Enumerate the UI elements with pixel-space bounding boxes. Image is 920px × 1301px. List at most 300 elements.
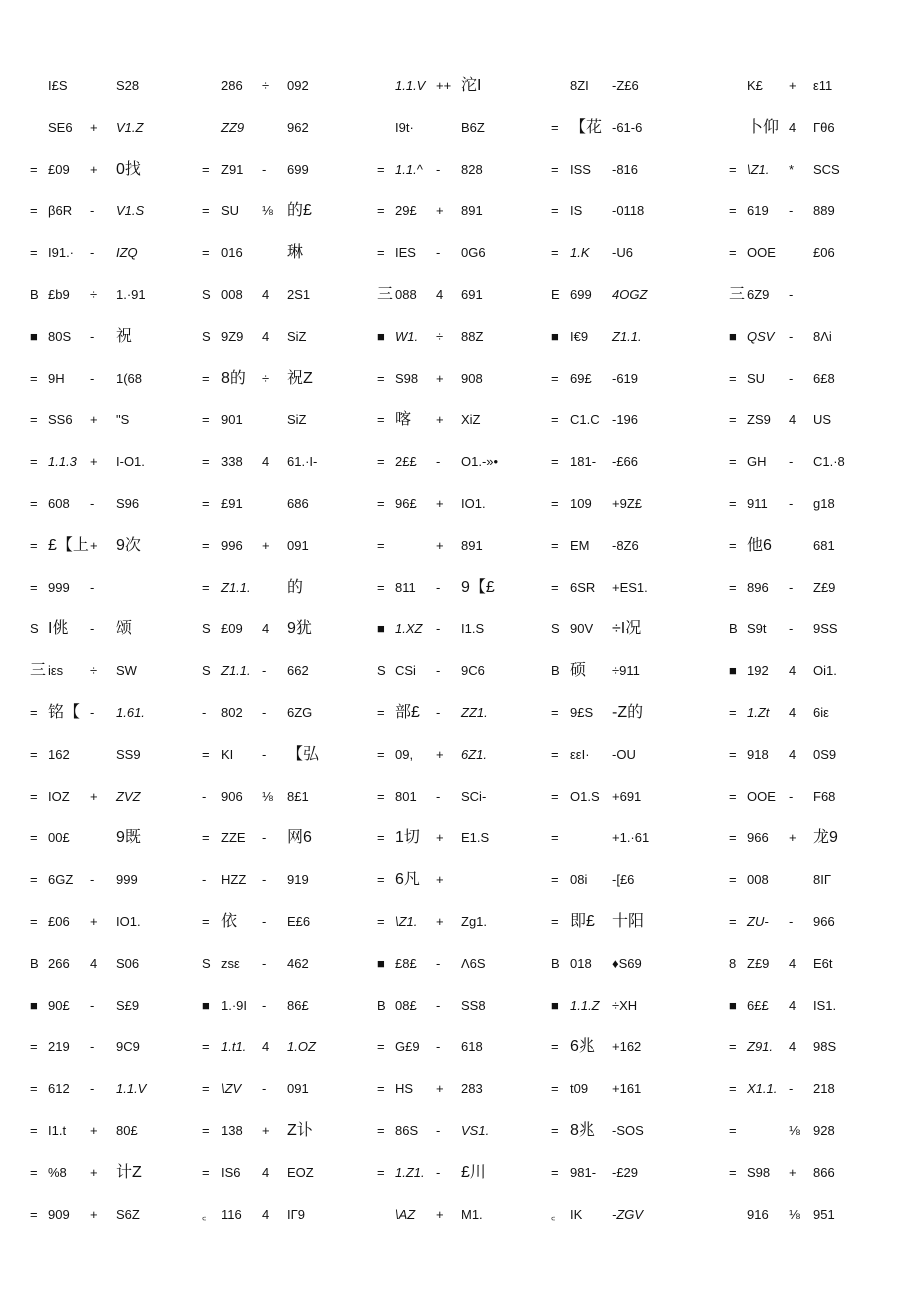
value-cell: £8£: [395, 955, 417, 971]
value-cell: +9Z£: [612, 495, 642, 511]
value-cell: EM: [570, 537, 590, 553]
value-cell: Z1.1.: [221, 663, 251, 679]
marker-cell: =: [551, 454, 559, 470]
value-cell: 896: [747, 579, 769, 595]
marker-cell: 4: [789, 663, 797, 679]
value-cell: 999: [48, 579, 70, 595]
marker-cell: ⅛: [262, 788, 273, 804]
marker-cell: 4: [262, 328, 270, 344]
value-cell: 6££: [747, 997, 769, 1013]
value-cell: S28: [116, 78, 140, 93]
value-cell: SS6: [48, 412, 73, 428]
value-cell: 计Z: [116, 1163, 142, 1181]
marker-cell: =: [551, 495, 559, 511]
marker-cell: 4: [789, 955, 797, 971]
value-cell: 962: [287, 119, 309, 135]
marker-cell: +: [436, 746, 444, 762]
value-cell: 6兆: [570, 1038, 595, 1056]
marker-cell: S: [202, 286, 211, 302]
value-cell: 的£: [287, 202, 312, 220]
marker-cell: -: [90, 495, 95, 511]
marker-cell: =: [30, 579, 38, 595]
marker-cell: +: [90, 1164, 98, 1180]
marker-cell: =: [377, 913, 385, 929]
marker-cell: =: [377, 370, 385, 386]
marker-cell: S: [202, 663, 211, 679]
value-cell: 沱I: [461, 77, 482, 94]
value-cell: E£6: [287, 913, 311, 929]
table-row: [0, 72, 920, 114]
value-cell: 608: [48, 495, 70, 511]
data-grid: [0, 72, 920, 1242]
value-cell: 462: [287, 955, 309, 971]
marker-cell: =: [377, 1081, 385, 1097]
marker-cell: S: [377, 663, 386, 679]
value-cell: IS1.: [813, 997, 837, 1013]
value-cell: 1.·9I: [221, 997, 248, 1013]
value-cell: B6Z: [461, 119, 485, 135]
value-cell: -Z的: [612, 703, 644, 721]
value-cell: 9既: [116, 829, 141, 847]
value-cell: 0G6: [461, 245, 486, 261]
value-cell: SE6: [48, 119, 73, 135]
value-cell: -OU: [612, 746, 636, 762]
marker-cell: =: [551, 161, 559, 177]
value-cell: 08i: [570, 872, 588, 888]
value-cell: 1(68: [116, 370, 143, 386]
value-cell: 919: [287, 872, 309, 888]
value-cell: I€9: [570, 328, 589, 344]
value-cell: -U6: [612, 245, 633, 261]
marker-cell: 4: [789, 1039, 797, 1055]
marker-cell: 三: [377, 285, 394, 303]
marker-cell: *: [789, 161, 795, 177]
marker-cell: =: [30, 245, 38, 261]
value-cell: 9次: [116, 536, 141, 554]
marker-cell: -: [262, 746, 267, 762]
marker-cell: ■: [551, 328, 559, 344]
value-cell: 1.OZ: [287, 1039, 316, 1055]
marker-cell: 4: [436, 286, 444, 302]
marker-cell: =: [377, 161, 385, 177]
marker-cell: =: [729, 1081, 737, 1097]
marker-cell: ⅛: [789, 1206, 800, 1222]
value-cell: IS: [570, 203, 583, 219]
marker-cell: =: [729, 1122, 737, 1138]
value-cell: 6Z9: [747, 286, 770, 302]
marker-cell: -: [262, 913, 267, 929]
value-cell: %8: [48, 1164, 67, 1180]
marker-cell: B: [30, 286, 39, 302]
value-cell: 98S: [813, 1039, 837, 1055]
value-cell: S96: [116, 495, 140, 511]
value-cell: CSi: [395, 663, 416, 679]
marker-cell: +: [90, 537, 98, 553]
value-cell: 8£1: [287, 788, 309, 804]
marker-cell: -: [436, 955, 441, 971]
table-row: [0, 281, 920, 323]
value-cell: 90£: [48, 997, 70, 1013]
value-cell: £【上: [48, 536, 89, 554]
value-cell: 662: [287, 663, 309, 679]
marker-cell: -: [789, 328, 794, 344]
marker-cell: -: [789, 913, 794, 929]
marker-cell: =: [30, 830, 38, 846]
value-cell: SU: [221, 203, 240, 219]
value-cell: zsε: [221, 955, 240, 971]
value-cell: 9Z9: [221, 328, 244, 344]
value-cell: Z讣: [287, 1121, 313, 1139]
value-cell: 9C9: [116, 1039, 140, 1055]
value-cell: 996: [221, 537, 243, 553]
value-cell: 8Λi: [813, 328, 832, 344]
value-cell: 88Z: [461, 328, 484, 344]
table-row: [0, 1033, 920, 1075]
marker-cell: -: [789, 495, 794, 511]
marker-cell: =: [377, 872, 385, 888]
value-cell: 811: [395, 579, 416, 595]
value-cell: 08£: [395, 997, 417, 1013]
value-cell: 1.K: [570, 245, 590, 261]
marker-cell: B: [729, 621, 738, 637]
value-cell: QSV: [747, 328, 775, 344]
value-cell: Γθ6: [813, 119, 835, 135]
marker-cell: =: [202, 1039, 210, 1055]
marker-cell: =: [551, 1081, 559, 1097]
marker-cell: =: [551, 746, 559, 762]
marker-cell: =: [729, 537, 737, 553]
marker-cell: =: [377, 746, 385, 762]
marker-cell: =: [551, 119, 559, 135]
value-cell: EOZ: [287, 1164, 314, 1180]
value-cell: g18: [813, 495, 835, 511]
value-cell: 138: [221, 1122, 243, 1138]
value-cell: 卜仰: [747, 118, 780, 136]
value-cell: 906: [221, 788, 243, 804]
value-cell: I1.S: [461, 621, 485, 637]
marker-cell: E: [551, 286, 560, 302]
value-cell: I9t·: [395, 119, 414, 135]
value-cell: ♦S69: [612, 955, 642, 971]
value-cell: S9t: [747, 621, 767, 637]
value-cell: 109: [570, 495, 592, 511]
value-cell: 0找: [116, 160, 141, 178]
value-cell: 981-: [570, 1164, 597, 1180]
value-cell: SS8: [461, 997, 486, 1013]
marker-cell: S: [202, 621, 211, 637]
marker-cell: -: [789, 286, 794, 302]
marker-cell: =: [202, 913, 210, 929]
table-row: [0, 448, 920, 490]
value-cell: 9C6: [461, 663, 485, 679]
marker-cell: =: [202, 579, 210, 595]
marker-cell: =: [551, 1122, 559, 1138]
value-cell: 祝Z: [287, 369, 313, 387]
value-cell: 琳: [287, 244, 304, 262]
value-cell: VS1.: [461, 1122, 490, 1138]
value-cell: 1.Z1.: [395, 1164, 425, 1180]
marker-cell: =: [377, 704, 385, 720]
marker-cell: =: [377, 1164, 385, 1180]
value-cell: 283: [461, 1081, 483, 1097]
marker-cell: =: [729, 454, 737, 470]
value-cell: IES: [395, 245, 416, 261]
marker-cell: 三: [729, 285, 746, 303]
marker-cell: ⅛: [262, 203, 273, 219]
marker-cell: -: [90, 704, 95, 720]
marker-cell: -: [262, 663, 267, 679]
value-cell: 依: [221, 912, 238, 930]
value-cell: OOE: [747, 788, 776, 804]
value-cell: Zg1.: [461, 913, 488, 929]
value-cell: -619: [612, 370, 639, 386]
value-cell: 686: [287, 495, 309, 511]
value-cell: 80£: [116, 1122, 138, 1138]
value-cell: O1.S: [570, 788, 600, 804]
value-cell: SiZ: [287, 328, 307, 344]
marker-cell: 8: [729, 955, 737, 971]
marker-cell: ÷: [436, 328, 444, 344]
value-cell: 918: [747, 746, 769, 762]
marker-cell: -: [436, 621, 441, 637]
marker-cell: +: [90, 1122, 98, 1138]
value-cell: Z91: [221, 161, 244, 177]
marker-cell: S: [30, 621, 39, 637]
marker-cell: =: [30, 412, 38, 428]
marker-cell: =: [551, 830, 559, 846]
marker-cell: =: [202, 454, 210, 470]
value-cell: 801: [395, 788, 417, 804]
marker-cell: +: [436, 495, 444, 511]
value-cell: 9犹: [287, 620, 312, 638]
value-cell: ZU-: [747, 913, 769, 929]
value-cell: 911: [747, 495, 768, 511]
marker-cell: -: [90, 203, 95, 219]
marker-cell: 4: [789, 746, 797, 762]
value-cell: 6£8: [813, 370, 835, 386]
value-cell: 86S: [395, 1122, 419, 1138]
marker-cell: =: [202, 412, 210, 428]
value-cell: £09: [221, 621, 243, 637]
value-cell: -SOS: [612, 1122, 644, 1138]
value-cell: 966: [747, 830, 769, 846]
value-cell: 86£: [287, 997, 309, 1013]
value-cell: O1.-»•: [461, 454, 499, 470]
value-cell: K£: [747, 78, 763, 93]
value-cell: 8兆: [570, 1121, 595, 1139]
marker-cell: -: [262, 704, 267, 720]
marker-cell: =: [377, 537, 385, 553]
value-cell: £06: [48, 913, 70, 929]
marker-cell: =: [551, 412, 559, 428]
marker-cell: 4: [262, 454, 270, 470]
value-cell: 612: [48, 1081, 70, 1097]
marker-cell: S: [202, 955, 211, 971]
value-cell: I1.t: [48, 1122, 67, 1138]
marker-cell: +: [90, 1206, 98, 1222]
value-cell: 【弘: [287, 745, 320, 763]
marker-cell: =: [551, 1039, 559, 1055]
value-cell: -61-6: [612, 119, 643, 135]
value-cell: 09,: [395, 746, 414, 762]
value-cell: Z91.: [747, 1039, 774, 1055]
marker-cell: -: [262, 955, 267, 971]
marker-cell: =: [377, 788, 385, 804]
marker-cell: -: [90, 997, 95, 1013]
marker-cell: =: [202, 495, 210, 511]
marker-cell: =: [551, 872, 559, 888]
marker-cell: ÷: [262, 370, 270, 386]
value-cell: 691: [461, 286, 483, 302]
value-cell: 1.1.V: [395, 78, 426, 93]
marker-cell: =: [30, 872, 38, 888]
marker-cell: ■: [729, 663, 737, 679]
marker-cell: =: [202, 537, 210, 553]
value-cell: -8Z6: [612, 537, 639, 553]
value-cell: IO1.: [116, 913, 141, 929]
marker-cell: -: [202, 872, 207, 888]
value-cell: 1.1.^: [395, 161, 423, 177]
table-row: [0, 824, 920, 866]
value-cell: SiZ: [287, 412, 307, 428]
marker-cell: =: [377, 245, 385, 261]
value-cell: 铭【: [48, 703, 81, 721]
marker-cell: =: [377, 203, 385, 219]
marker-cell: =: [551, 203, 559, 219]
marker-cell: B: [377, 997, 386, 1013]
value-cell: G£9: [395, 1039, 420, 1055]
value-cell: £91: [221, 495, 243, 511]
marker-cell: =: [202, 161, 210, 177]
table-row: [0, 114, 920, 156]
value-cell: ZVZ: [116, 788, 141, 804]
value-cell: ISS: [570, 161, 591, 177]
value-cell: ZZE: [221, 830, 246, 846]
value-cell: \ZV: [221, 1081, 242, 1097]
value-cell: +162: [612, 1039, 642, 1055]
marker-cell: =: [377, 1039, 385, 1055]
value-cell: 90V: [570, 621, 594, 637]
marker-cell: +: [436, 830, 444, 846]
marker-cell: -: [90, 328, 95, 344]
table-row: [0, 783, 920, 825]
marker-cell: -: [262, 997, 267, 1013]
value-cell: E6t: [813, 955, 833, 971]
marker-cell: S: [551, 621, 560, 637]
value-cell: IOZ: [48, 788, 70, 804]
marker-cell: =: [729, 203, 737, 219]
marker-cell: =: [202, 746, 210, 762]
marker-cell: =: [729, 1164, 737, 1180]
value-cell: S98: [395, 370, 419, 386]
value-cell: 29£: [395, 203, 417, 219]
marker-cell: =: [30, 704, 38, 720]
value-cell: S98: [747, 1164, 771, 1180]
value-cell: ε11: [813, 78, 833, 93]
marker-cell: -: [90, 872, 95, 888]
value-cell: SCS: [813, 161, 840, 177]
marker-cell: -: [436, 663, 441, 679]
value-cell: +161: [612, 1081, 642, 1097]
value-cell: V1.Z: [116, 119, 144, 135]
value-cell: 他6: [747, 536, 772, 554]
value-cell: ÷I况: [612, 620, 642, 638]
table-row: [0, 657, 920, 699]
marker-cell: 4: [789, 412, 797, 428]
marker-cell: =: [202, 1081, 210, 1097]
value-cell: Z£9: [747, 955, 770, 971]
value-cell: iεs: [48, 663, 64, 679]
table-row: [0, 406, 920, 448]
value-cell: 8ZI: [570, 78, 589, 93]
marker-cell: =: [30, 537, 38, 553]
marker-cell: 4: [789, 119, 797, 135]
marker-cell: =: [30, 495, 38, 511]
value-cell: \Z1.: [395, 913, 418, 929]
value-cell: 951: [813, 1206, 835, 1222]
value-cell: 008: [747, 872, 769, 888]
value-cell: 1.·91: [116, 286, 146, 302]
value-cell: 6凡: [395, 871, 420, 889]
marker-cell: =: [551, 1164, 559, 1180]
value-cell: 162: [48, 746, 70, 762]
value-cell: US: [813, 412, 832, 428]
value-cell: 286: [221, 78, 243, 93]
marker-cell: +: [436, 872, 444, 888]
marker-cell: ■: [30, 997, 38, 1013]
marker-cell: =: [377, 1122, 385, 1138]
value-cell: S6Z: [116, 1206, 140, 1222]
marker-cell: =: [30, 1081, 38, 1097]
value-cell: 8IΓ: [813, 872, 832, 888]
value-cell: E1.S: [461, 830, 490, 846]
marker-cell: -: [436, 704, 441, 720]
marker-cell: ■: [30, 328, 38, 344]
marker-cell: B: [551, 663, 560, 679]
value-cell: GH: [747, 454, 767, 470]
marker-cell: =: [551, 370, 559, 386]
value-cell: Λ6S: [461, 955, 486, 971]
marker-cell: +: [90, 913, 98, 929]
value-cell: 80S: [48, 328, 72, 344]
marker-cell: =: [551, 704, 559, 720]
marker-cell: -: [90, 579, 95, 595]
marker-cell: 4: [262, 621, 270, 637]
value-cell: 9SS: [813, 621, 838, 637]
marker-cell: +: [90, 412, 98, 428]
marker-cell: ÷: [90, 286, 98, 302]
marker-cell: =: [377, 412, 385, 428]
value-cell: εεI·: [570, 746, 590, 762]
marker-cell: 4: [262, 1206, 270, 1222]
value-cell: 6ZG: [287, 704, 313, 720]
marker-cell: ■: [551, 997, 559, 1013]
marker-cell: =: [30, 913, 38, 929]
value-cell: 828: [461, 161, 483, 177]
marker-cell: -: [202, 788, 207, 804]
marker-cell: =: [30, 1122, 38, 1138]
marker-cell: =: [551, 579, 559, 595]
value-cell: 891: [461, 537, 483, 553]
marker-cell: -: [90, 245, 95, 261]
marker-cell: ꜀: [202, 1206, 207, 1222]
value-cell: S£9: [116, 997, 140, 1013]
table-row: [0, 866, 920, 908]
marker-cell: -: [90, 621, 95, 637]
value-cell: +ES1.: [612, 579, 648, 595]
value-cell: 116: [221, 1206, 242, 1222]
table-row: [0, 615, 920, 657]
